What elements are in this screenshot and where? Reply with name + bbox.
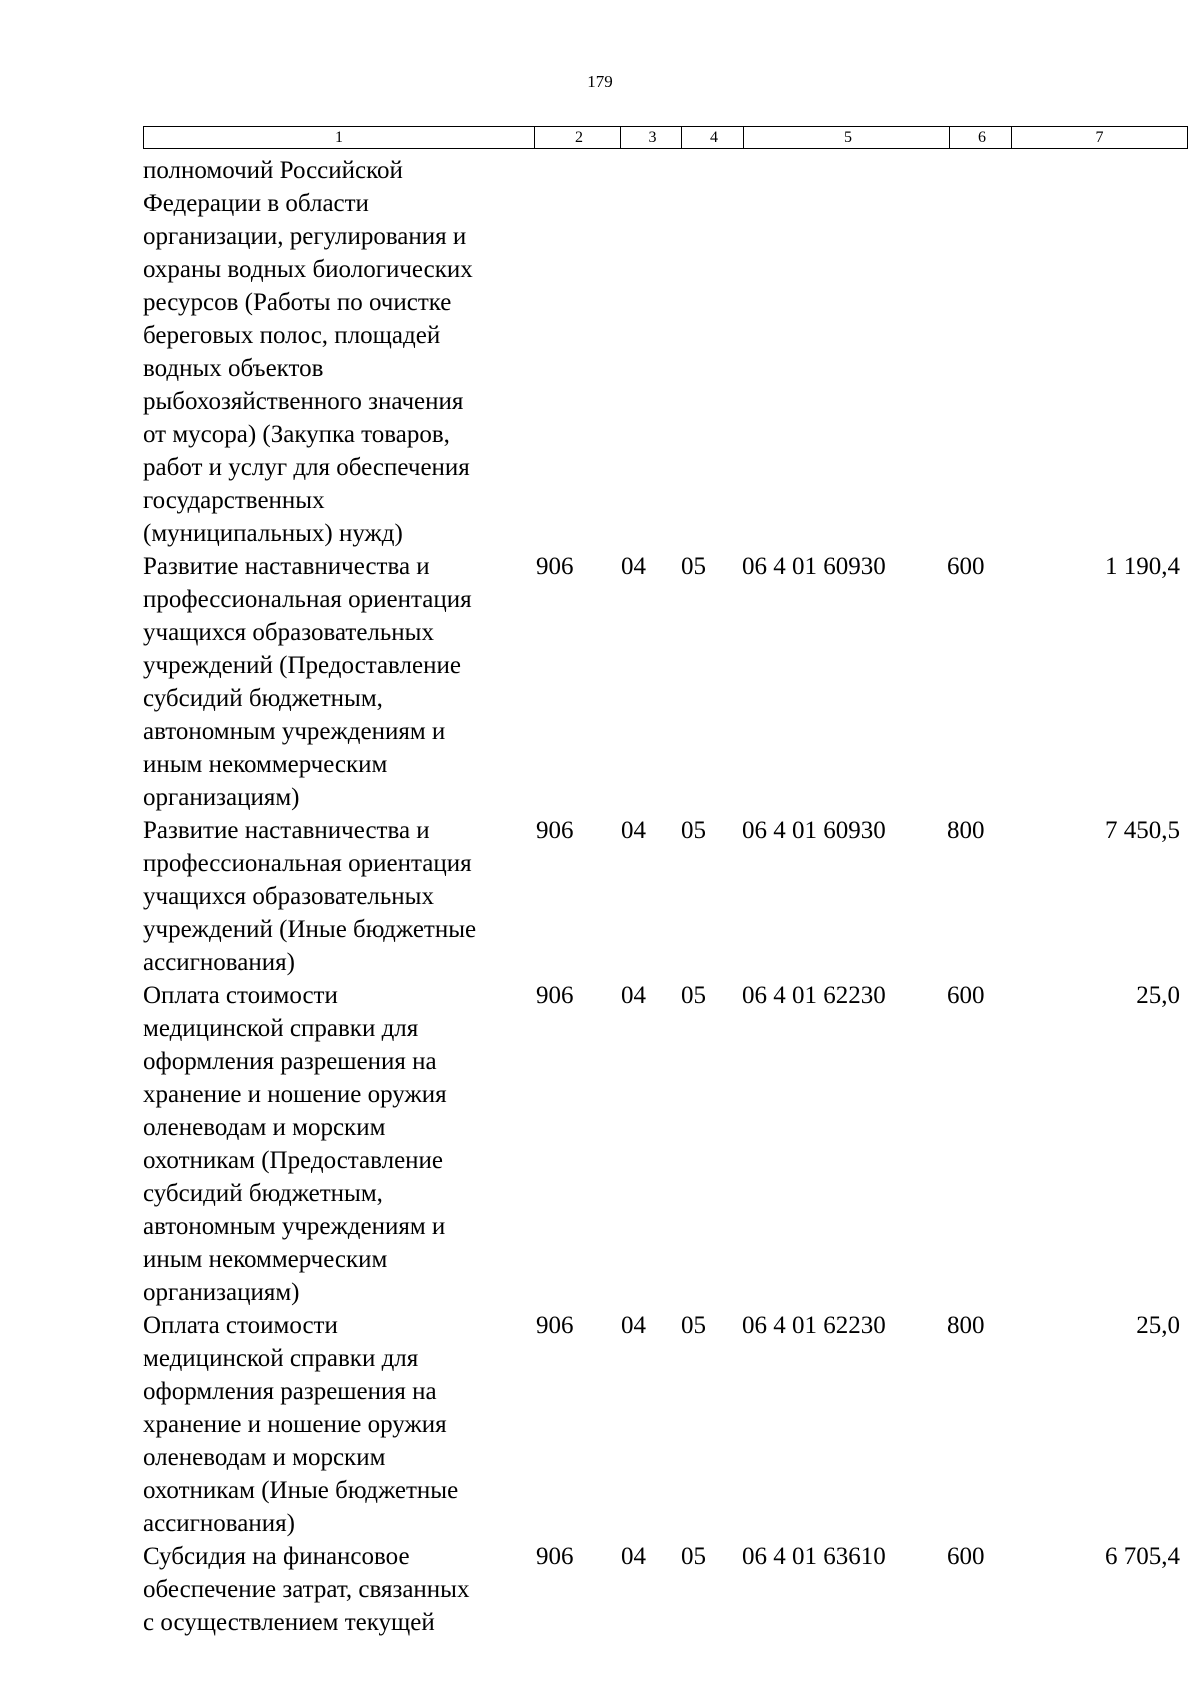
description-line: охотникам (Иные бюджетные <box>143 1477 459 1504</box>
ministry-code: 906 <box>536 817 574 844</box>
amount <box>1005 154 1180 550</box>
subsection-code: 05 <box>681 817 706 844</box>
description-line: ассигнования) <box>143 1510 295 1537</box>
table-row <box>143 550 1180 814</box>
section-code: 04 <box>621 982 646 1009</box>
header-col-3: 3 <box>621 127 682 149</box>
description-line: автономным учреждениям и <box>143 718 446 745</box>
description-line: полномочий Российской <box>143 157 403 184</box>
description-line: Федерации в области <box>143 190 369 217</box>
description-line: водных объектов <box>143 355 324 382</box>
description-line: учащихся образовательных <box>143 883 434 910</box>
subsection-code <box>678 154 739 550</box>
description-line: организации, регулирования и <box>143 223 467 250</box>
ministry-code: 906 <box>536 982 574 1009</box>
row-description <box>143 154 533 550</box>
expense-type-code: 800 <box>947 1312 985 1339</box>
description-line: работ и услуг для обеспечения <box>143 454 470 481</box>
target-article-code: 06 4 01 60930 <box>742 817 886 844</box>
description-line: хранение и ношение оружия <box>143 1411 447 1438</box>
expense-type-code: 600 <box>947 553 985 580</box>
amount: 25,0 <box>1136 982 1180 1009</box>
description-line: организациям) <box>143 784 300 811</box>
description-line: с осуществлением текущей <box>143 1609 435 1636</box>
description-line: оленеводам и морским <box>143 1114 386 1141</box>
expense-type-code: 800 <box>947 817 985 844</box>
description-line: субсидий бюджетным, <box>143 685 383 712</box>
table-row <box>143 1540 1180 1639</box>
description-line: оленеводам и морским <box>143 1444 386 1471</box>
target-article-code <box>739 154 944 550</box>
amount: 25,0 <box>1136 1312 1180 1339</box>
description-line: оформления разрешения на <box>143 1378 437 1405</box>
description-line: Оплата стоимости <box>143 1312 338 1339</box>
row-description <box>143 550 533 814</box>
table-row <box>143 154 1180 550</box>
description-line: Развитие наставничества и <box>143 817 430 844</box>
amount: 1 190,4 <box>1105 553 1180 580</box>
amount: 7 450,5 <box>1105 817 1180 844</box>
description-line: хранение и ношение оружия <box>143 1081 447 1108</box>
target-article-code: 06 4 01 60930 <box>742 553 886 580</box>
expense-type-code: 600 <box>947 982 985 1009</box>
description-line: охраны водных биологических <box>143 256 473 283</box>
description-line: организациям) <box>143 1279 300 1306</box>
ministry-code: 906 <box>536 1312 574 1339</box>
description-line: рыбохозяйственного значения <box>143 388 464 415</box>
table-row <box>143 979 1180 1309</box>
section-code: 04 <box>621 1312 646 1339</box>
row-description <box>143 1540 533 1639</box>
description-line: профессиональная ориентация <box>143 586 472 613</box>
amount: 6 705,4 <box>1105 1543 1180 1570</box>
description-line: медицинской справки для <box>143 1345 419 1372</box>
description-line: ресурсов (Работы по очистке <box>143 289 452 316</box>
description-line: автономным учреждениям и <box>143 1213 446 1240</box>
description-line: береговых полос, площадей <box>143 322 441 349</box>
budget-table <box>143 154 1180 1639</box>
ministry-code <box>533 154 618 550</box>
target-article-code: 06 4 01 63610 <box>742 1543 886 1570</box>
table-header <box>143 126 1188 149</box>
description-line: от мусора) (Закупка товаров, <box>143 421 450 448</box>
description-line: оформления разрешения на <box>143 1048 437 1075</box>
header-col-6: 6 <box>950 127 1012 149</box>
description-line: профессиональная ориентация <box>143 850 472 877</box>
expense-type-code: 600 <box>947 1543 985 1570</box>
ministry-code: 906 <box>536 1543 574 1570</box>
row-description <box>143 814 533 979</box>
ministry-code: 906 <box>536 553 574 580</box>
description-line: учреждений (Предоставление <box>143 652 461 679</box>
description-line: ассигнования) <box>143 949 295 976</box>
section-code: 04 <box>621 553 646 580</box>
table-row <box>143 1309 1180 1540</box>
description-line: Оплата стоимости <box>143 982 338 1009</box>
description-line: охотникам (Предоставление <box>143 1147 444 1174</box>
description-line: субсидий бюджетным, <box>143 1180 383 1207</box>
subsection-code: 05 <box>681 553 706 580</box>
header-col-5: 5 <box>744 127 950 149</box>
description-line: иным некоммерческим <box>143 1246 388 1273</box>
description-line: медицинской справки для <box>143 1015 419 1042</box>
page-number: 179 <box>587 72 613 91</box>
description-line: государственных <box>143 487 325 514</box>
target-article-code: 06 4 01 62230 <box>742 1312 886 1339</box>
description-line: обеспечение затрат, связанных <box>143 1576 470 1603</box>
description-line: Развитие наставничества и <box>143 553 430 580</box>
subsection-code: 05 <box>681 1543 706 1570</box>
description-line: Субсидия на финансовое <box>143 1543 410 1570</box>
expense-type-code <box>944 154 1005 550</box>
target-article-code: 06 4 01 62230 <box>742 982 886 1009</box>
header-row <box>144 127 1188 149</box>
header-col-1: 1 <box>144 127 535 149</box>
header-col-4: 4 <box>682 127 744 149</box>
header-col-7: 7 <box>1012 127 1188 149</box>
description-line: учащихся образовательных <box>143 619 434 646</box>
row-description <box>143 979 533 1309</box>
description-line: учреждений (Иные бюджетные <box>143 916 477 943</box>
description-line: (муниципальных) нужд) <box>143 520 403 547</box>
subsection-code: 05 <box>681 1312 706 1339</box>
header-col-2: 2 <box>535 127 621 149</box>
section-code <box>618 154 678 550</box>
row-description <box>143 1309 533 1540</box>
table-row <box>143 814 1180 979</box>
section-code: 04 <box>621 1543 646 1570</box>
subsection-code: 05 <box>681 982 706 1009</box>
budget-table-body <box>143 154 1180 1639</box>
section-code: 04 <box>621 817 646 844</box>
description-line: иным некоммерческим <box>143 751 388 778</box>
